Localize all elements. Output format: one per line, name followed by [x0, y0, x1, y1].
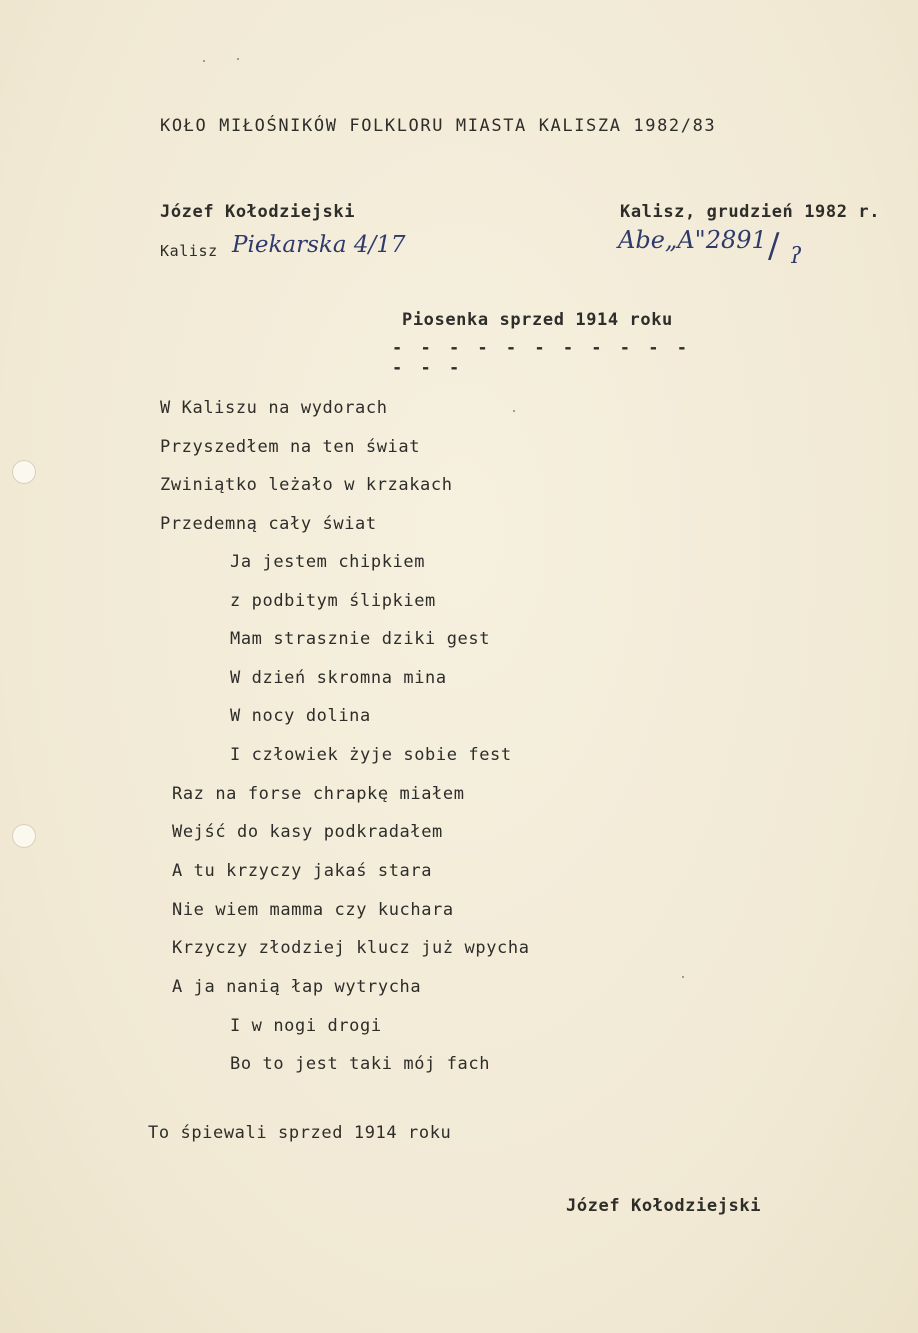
song-line: I człowiek żyje sobie fest	[230, 745, 512, 765]
song-line: Mam strasznie dziki gest	[230, 629, 491, 649]
song-line: W Kaliszu na wydorach	[160, 398, 388, 418]
paper-speck	[682, 976, 684, 978]
song-line: A tu krzyczy jakaś stara	[172, 861, 433, 881]
song-line: z podbitym ślipkiem	[230, 591, 436, 611]
punch-hole	[12, 824, 36, 848]
place-date: Kalisz, grudzień 1982 r.	[620, 202, 881, 222]
song-line: Bo to jest taki mój fach	[230, 1054, 491, 1074]
signature: Józef Kołodziejski	[566, 1196, 762, 1216]
song-line: Krzyczy złodziej klucz już wpycha	[172, 938, 530, 958]
song-line: Przyszedłem na ten świat	[160, 437, 421, 457]
song-line: Raz na forse chrapkę miałem	[172, 784, 465, 804]
handwritten-archive-number: Abe„A"2891	[618, 226, 767, 254]
organization-heading: KOŁO MIŁOŚNIKÓW FOLKLORU MIASTA KALISZA 1982/83	[160, 116, 717, 136]
handwritten-slash: /	[768, 226, 780, 266]
song-line: W dzień skromna mina	[230, 668, 447, 688]
song-title: Piosenka sprzed 1914 roku	[402, 310, 673, 330]
song-line: Przedemną cały świat	[160, 514, 377, 534]
handwritten-mark: ʔ	[790, 244, 802, 269]
author-name: Józef Kołodziejski	[160, 202, 356, 222]
punch-hole	[12, 460, 36, 484]
song-line: Zwiniątko leżało w krzakach	[160, 475, 453, 495]
author-city: Kalisz	[160, 242, 218, 260]
paper-speck	[513, 410, 515, 412]
title-underline: - - - - - - - - - - - - - -	[392, 338, 691, 378]
song-line: Wejść do kasy podkradałem	[172, 822, 443, 842]
song-line: A ja nanią łap wytrycha	[172, 977, 422, 997]
closing-note: To śpiewali sprzed 1914 roku	[148, 1123, 452, 1143]
song-line: I w nogi drogi	[230, 1016, 382, 1036]
paper-speck	[237, 58, 239, 60]
song-line: W nocy dolina	[230, 706, 371, 726]
handwritten-address: Piekarska 4/17	[232, 232, 406, 258]
song-line: Nie wiem mamma czy kuchara	[172, 900, 454, 920]
song-line: Ja jestem chipkiem	[230, 552, 426, 572]
paper-speck	[203, 60, 205, 62]
